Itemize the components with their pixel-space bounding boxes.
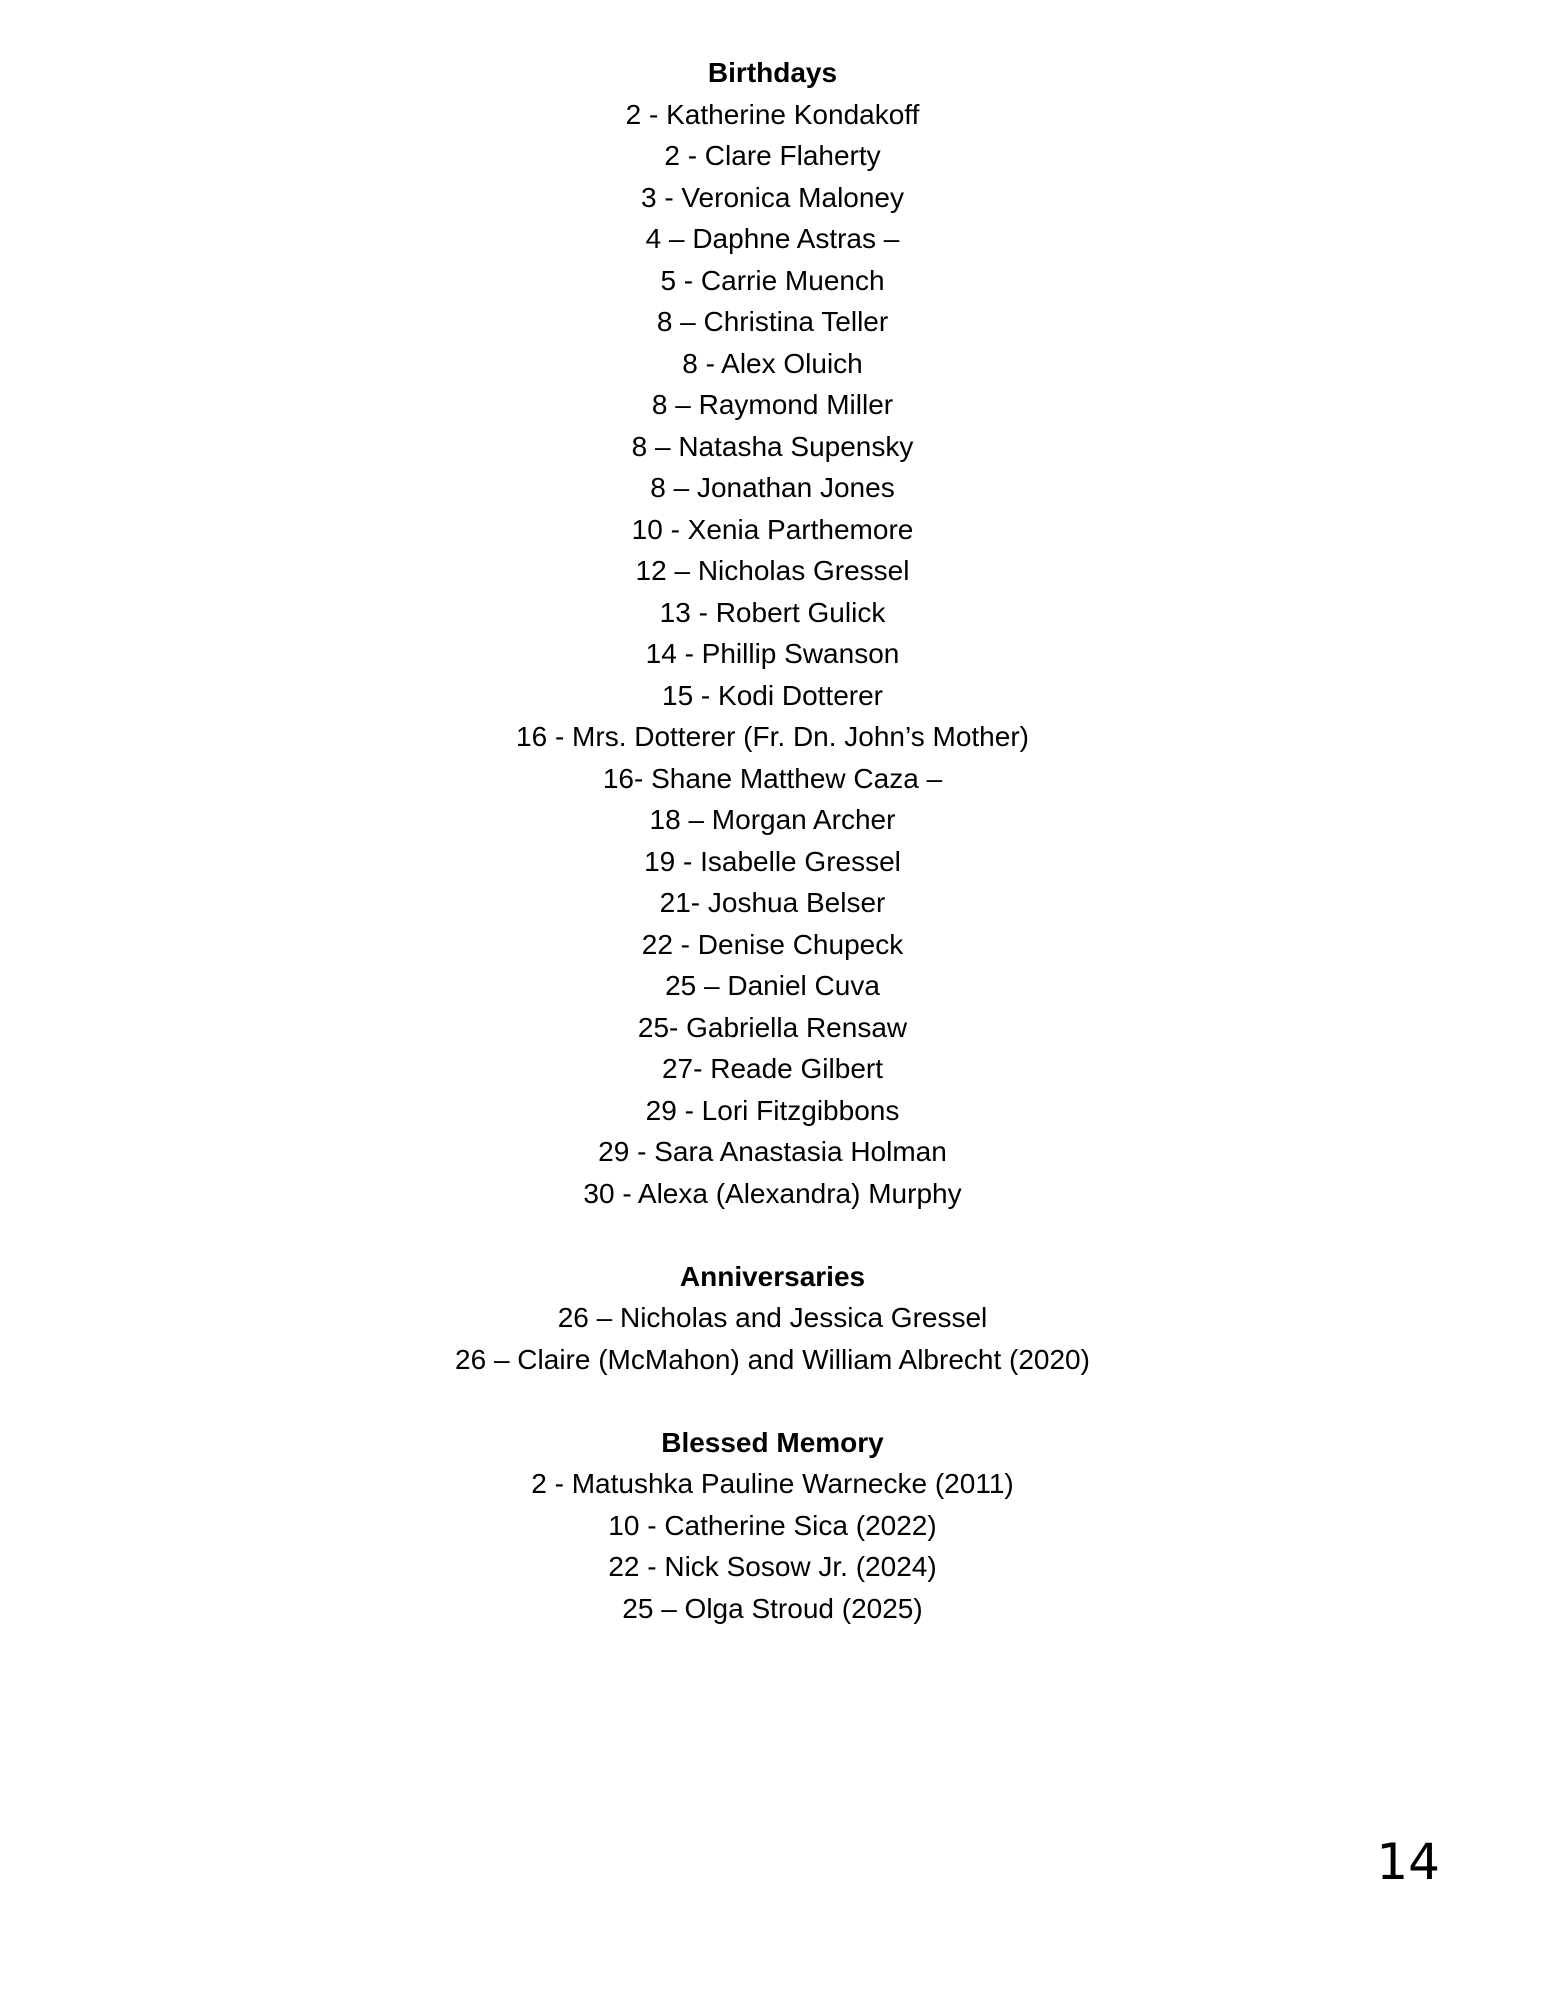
list-item: 25- Gabriella Rensaw: [637, 1011, 908, 1043]
list-item: 22 - Nick Sosow Jr. (2024): [608, 1551, 937, 1582]
list-item: 13 - Robert Gulick: [659, 596, 886, 628]
list-item: 30 - Alexa (Alexandra) Murphy: [583, 1177, 962, 1209]
blessed-memory-list: [0, 1463, 1545, 1629]
list-item: 8 – Jonathan Jones: [650, 472, 895, 503]
list-item: 3 - Veronica Maloney: [640, 181, 905, 213]
list-item: 21- Joshua Belser: [659, 887, 886, 918]
list-item: 29 - Lori Fitzgibbons: [645, 1094, 900, 1126]
list-item: 26 – Claire (McMahon) and William Albrecht (2020): [455, 1343, 1090, 1375]
list-item: 10 - Catherine Sica (2022): [608, 1509, 937, 1541]
list-item: 4 – Daphne Astras –: [645, 223, 900, 254]
anniversaries-section: [0, 1256, 1545, 1381]
list-item: 2 - Katherine Kondakoff: [625, 98, 920, 130]
list-item: 8 – Natasha Supensky: [631, 430, 914, 462]
list-item: 19 - Isabelle Gressel: [644, 845, 901, 877]
list-item: 25 – Daniel Cuva: [665, 970, 880, 1001]
list-item: 25 – Olga Stroud (2025): [622, 1592, 923, 1624]
list-item: 8 – Raymond Miller: [651, 389, 894, 420]
birthdays-section: [0, 52, 1545, 1214]
list-item: 2 - Clare Flaherty: [664, 140, 881, 171]
list-item: 10 - Xenia Parthemore: [631, 513, 914, 545]
list-item: 16 - Mrs. Dotterer (Fr. Dn. John’s Mother): [516, 721, 1029, 752]
list-item: 26 – Nicholas and Jessica Gressel: [557, 1302, 988, 1333]
page-number: 14: [1376, 1833, 1440, 1891]
list-item: 8 - Alex Oluich: [682, 347, 863, 379]
blessed-memory-heading: Blessed Memory: [661, 1426, 884, 1458]
list-item: 2 - Matushka Pauline Warnecke (2011): [531, 1468, 1014, 1499]
list-item: 8 – Christina Teller: [656, 306, 889, 337]
list-item: 12 – Nicholas Gressel: [635, 555, 910, 586]
list-item: 22 - Denise Chupeck: [641, 928, 904, 960]
birthdays-list: [0, 94, 1545, 1215]
anniversaries-heading: Anniversaries: [679, 1260, 866, 1292]
blessed-memory-section: [0, 1422, 1545, 1630]
list-item: 18 – Morgan Archer: [649, 804, 896, 835]
list-item: 5 - Carrie Muench: [660, 264, 885, 296]
list-item: 16- Shane Matthew Caza –: [602, 762, 943, 794]
anniversaries-list: [0, 1297, 1545, 1380]
list-item: 27- Reade Gilbert: [661, 1053, 883, 1084]
birthdays-heading: Birthdays: [707, 57, 838, 88]
list-item: 15 - Kodi Dotterer: [662, 679, 883, 711]
list-item: 14 - Phillip Swanson: [645, 638, 900, 669]
list-item: 29 - Sara Anastasia Holman: [598, 1136, 947, 1167]
page-content: [0, 52, 1545, 1629]
